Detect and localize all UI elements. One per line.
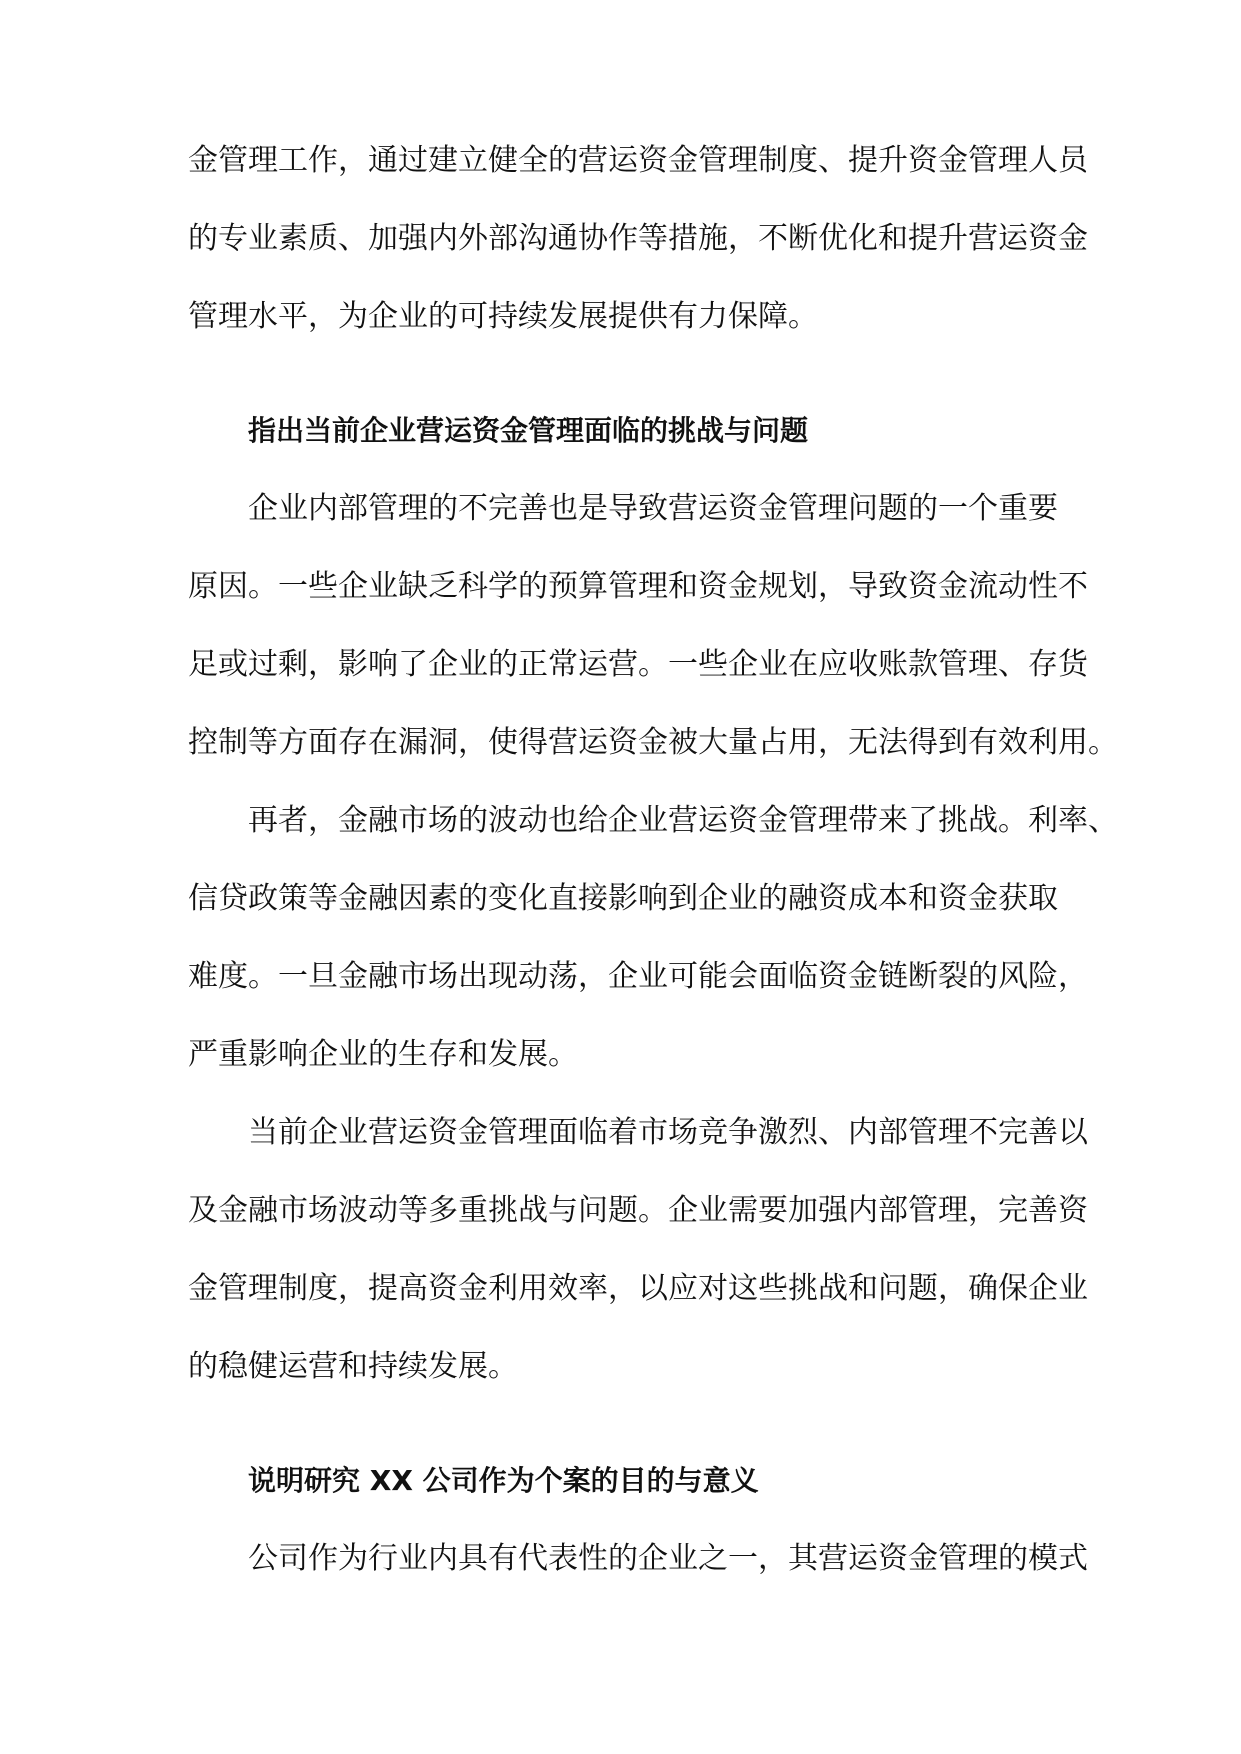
spacer <box>188 1386 1055 1462</box>
text-line: 原因。一些企业缺乏科学的预算管理和资金规划，导致资金流动性不 <box>188 569 1088 604</box>
spacer <box>188 1074 1055 1114</box>
spacer <box>188 762 1055 802</box>
text-line: 控制等方面存在漏洞，使得营运资金被大量占用，无法得到有效利用。 <box>188 725 1118 760</box>
text-line: 足或过剩，影响了企业的正常运营。一些企业在应收账款管理、存货 <box>188 647 1088 682</box>
paragraph-summary <box>188 1114 1088 1386</box>
text-line: 管理水平，为企业的可持续发展提供有力保障。 <box>188 299 818 334</box>
paragraph-company-intro <box>188 1540 1088 1578</box>
spacer <box>188 1500 1055 1540</box>
text-line: 信贷政策等金融因素的变化直接影响到企业的融资成本和资金获取 <box>188 881 1058 916</box>
text-line: 企业内部管理的不完善也是导致营运资金管理问题的一个重要 <box>248 491 1058 526</box>
text-line: 的专业素质、加强内外部沟通协作等措施，不断优化和提升营运资金 <box>188 221 1088 256</box>
section-heading-challenges: 指出当前企业营运资金管理面临的挑战与问题 <box>248 414 809 447</box>
text-line: 金管理工作，通过建立健全的营运资金管理制度、提升资金管理人员 <box>188 143 1088 178</box>
text-line: 当前企业营运资金管理面临着市场竞争激烈、内部管理不完善以 <box>248 1115 1088 1150</box>
section-heading-case-study: 说明研究 XX 公司作为个案的目的与意义 <box>248 1464 759 1497</box>
text-line: 难度。一旦金融市场出现动荡，企业可能会面临资金链断裂的风险， <box>188 959 1088 994</box>
text-line: 及金融市场波动等多重挑战与问题。企业需要加强内部管理，完善资 <box>188 1193 1088 1228</box>
paragraph-internal-management <box>188 490 1118 762</box>
document-body <box>188 142 1118 1578</box>
spacer <box>188 450 1055 490</box>
text-line: 严重影响企业的生存和发展。 <box>188 1037 578 1072</box>
text-line: 的稳健运营和持续发展。 <box>188 1349 518 1384</box>
text-line: 金管理制度，提高资金利用效率，以应对这些挑战和问题，确保企业 <box>188 1271 1088 1306</box>
paragraph-financial-market <box>188 802 1118 1074</box>
spacer <box>188 336 1055 412</box>
paragraph-intro-continued <box>188 142 1088 336</box>
text-line: 再者，金融市场的波动也给企业营运资金管理带来了挑战。利率、 <box>248 803 1118 838</box>
text-line: 公司作为行业内具有代表性的企业之一，其营运资金管理的模式 <box>248 1541 1088 1576</box>
